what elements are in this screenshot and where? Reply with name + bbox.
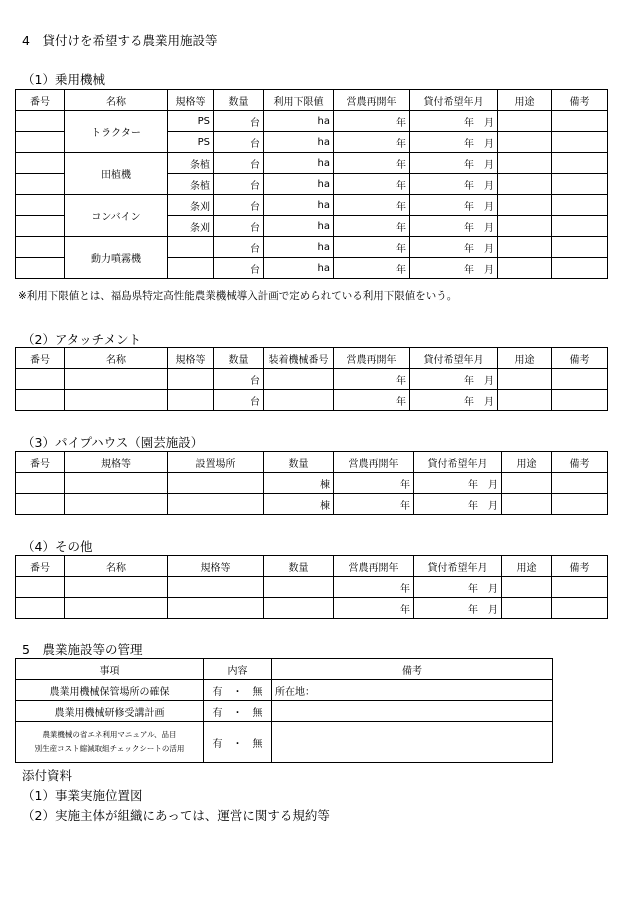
lease-month-cell[interactable]: 年 月 (410, 132, 498, 153)
number-cell[interactable] (16, 237, 65, 258)
s2-header-row (16, 348, 608, 369)
section4-title: 4 貸付けを希望する農業用施設等 (22, 33, 218, 48)
limit-cell[interactable]: ha (264, 174, 334, 195)
header-location: 設置場所 (168, 452, 264, 473)
mount-number-cell[interactable] (264, 369, 334, 390)
qty-cell[interactable]: 台 (214, 390, 264, 411)
header-remarks: 備考 (272, 659, 553, 680)
header-lease-month: 貸付希望年月 (410, 90, 498, 111)
header-limit: 利用下限値 (264, 90, 334, 111)
attachment-item: （2）実施主体が組織にあっては、運営に関する規約等 (22, 808, 330, 823)
number-cell[interactable] (16, 258, 65, 279)
header-number: 番号 (16, 556, 65, 577)
limit-cell[interactable]: ha (264, 132, 334, 153)
purpose-cell[interactable] (502, 494, 552, 515)
spec-cell[interactable]: PS (168, 132, 214, 153)
item-storage: 農業用機械保管場所の確保 (16, 680, 204, 701)
s1-header-row (16, 90, 608, 111)
remarks-cell[interactable] (552, 153, 608, 174)
purpose-cell[interactable] (498, 174, 552, 195)
limit-cell[interactable]: ha (264, 237, 334, 258)
remarks-cell[interactable] (552, 111, 608, 132)
number-cell[interactable] (16, 216, 65, 237)
resume-year-cell[interactable]: 年 (334, 390, 410, 411)
machine-name: 田植機 (65, 153, 168, 195)
lease-month-cell[interactable]: 年 月 (414, 494, 502, 515)
qty-cell[interactable]: 棟 (264, 473, 334, 494)
s1-title: （1）乗用機械 (22, 72, 105, 87)
table-row (16, 701, 553, 722)
lease-month-cell[interactable]: 年 月 (410, 390, 498, 411)
s4-table (15, 555, 608, 619)
section5-title: 5 農業施設等の管理 (22, 642, 143, 657)
spec-cell[interactable] (168, 237, 214, 258)
qty-cell[interactable]: 台 (214, 258, 264, 279)
location-cell[interactable] (168, 473, 264, 494)
purpose-cell[interactable] (498, 390, 552, 411)
resume-year-cell[interactable]: 年 (334, 195, 410, 216)
resume-year-cell[interactable]: 年 (334, 237, 410, 258)
number-cell[interactable] (16, 598, 65, 619)
remarks-cell[interactable] (552, 390, 608, 411)
resume-year-cell[interactable]: 年 (334, 216, 410, 237)
header-number: 番号 (16, 452, 65, 473)
remarks-cell[interactable] (552, 494, 608, 515)
s5-header-row (16, 659, 553, 680)
table-row (16, 680, 553, 701)
machine-name: コンバイン (65, 195, 168, 237)
header-purpose: 用途 (498, 348, 552, 369)
purpose-cell[interactable] (498, 369, 552, 390)
s4-header-row (16, 556, 608, 577)
remarks-cell[interactable] (552, 195, 608, 216)
header-resume-year: 営農再開年 (334, 348, 410, 369)
qty-cell[interactable]: 台 (214, 369, 264, 390)
header-number: 番号 (16, 348, 65, 369)
content-choice[interactable]: 有 ・ 無 (204, 722, 272, 763)
purpose-cell[interactable] (502, 598, 552, 619)
spec-cell[interactable]: 条植 (168, 153, 214, 174)
name-cell[interactable] (65, 598, 168, 619)
qty-cell[interactable]: 台 (214, 132, 264, 153)
header-number: 番号 (16, 90, 65, 111)
name-cell[interactable] (65, 369, 168, 390)
lease-month-cell[interactable]: 年 月 (410, 369, 498, 390)
spec-cell[interactable]: 条植 (168, 174, 214, 195)
s4-body (16, 577, 608, 619)
lease-month-cell[interactable]: 年 月 (410, 237, 498, 258)
resume-year-cell[interactable]: 年 (334, 258, 410, 279)
lease-month-cell[interactable]: 年 月 (410, 153, 498, 174)
remarks-cell[interactable] (552, 258, 608, 279)
header-name: 名称 (65, 556, 168, 577)
remarks-cell[interactable] (552, 174, 608, 195)
spec-cell[interactable]: 条刈 (168, 216, 214, 237)
header-spec: 規格等 (65, 452, 168, 473)
header-purpose: 用途 (498, 90, 552, 111)
remark-cell[interactable] (272, 722, 553, 763)
header-spec: 規格等 (168, 556, 264, 577)
item-line: 別生産コスト縮減取組チェックシートの活用 (34, 744, 185, 753)
header-qty: 数量 (214, 348, 264, 369)
attachment-item: （1）事業実施位置図 (22, 788, 143, 803)
table-row (16, 473, 608, 494)
s1-body (16, 111, 608, 279)
remark-cell[interactable]: 所在地： (272, 680, 553, 701)
number-cell[interactable] (16, 369, 65, 390)
number-cell[interactable] (16, 174, 65, 195)
resume-year-cell[interactable]: 年 (334, 153, 410, 174)
lease-month-cell[interactable]: 年 月 (410, 195, 498, 216)
number-cell[interactable] (16, 494, 65, 515)
spec-cell[interactable]: PS (168, 111, 214, 132)
qty-cell[interactable]: 台 (214, 216, 264, 237)
number-cell[interactable] (16, 390, 65, 411)
remarks-cell[interactable] (552, 577, 608, 598)
limit-cell[interactable]: ha (264, 195, 334, 216)
s2-title: （2）アタッチメント (22, 332, 142, 347)
location-cell[interactable] (168, 494, 264, 515)
resume-year-cell[interactable]: 年 (334, 369, 410, 390)
attachments-title: 添付資料 (22, 768, 73, 783)
number-cell[interactable] (16, 577, 65, 598)
table-row (16, 577, 608, 598)
table-row (16, 390, 608, 411)
header-resume-year: 営農再開年 (334, 556, 414, 577)
resume-year-cell[interactable]: 年 (334, 598, 414, 619)
s1-table (15, 89, 608, 279)
table-row (16, 153, 608, 174)
s4-title: （4）その他 (22, 539, 93, 554)
table-row (16, 494, 608, 515)
qty-cell[interactable]: 台 (214, 174, 264, 195)
content-choice[interactable]: 有 ・ 無 (204, 680, 272, 701)
purpose-cell[interactable] (502, 577, 552, 598)
s2-body (16, 369, 608, 411)
header-lease-month: 貸付希望年月 (414, 556, 502, 577)
remarks-cell[interactable] (552, 237, 608, 258)
number-cell[interactable] (16, 195, 65, 216)
lease-month-cell[interactable]: 年 月 (410, 111, 498, 132)
resume-year-cell[interactable]: 年 (334, 174, 410, 195)
header-item: 事項 (16, 659, 204, 680)
qty-cell[interactable] (264, 598, 334, 619)
resume-year-cell[interactable]: 年 (334, 132, 410, 153)
header-spec: 規格等 (168, 90, 214, 111)
machine-name: 動力噴霧機 (65, 237, 168, 279)
header-name: 名称 (65, 90, 168, 111)
lease-month-cell[interactable]: 年 月 (410, 216, 498, 237)
number-cell[interactable] (16, 473, 65, 494)
header-name: 名称 (65, 348, 168, 369)
header-remarks: 備考 (552, 348, 608, 369)
header-content: 内容 (204, 659, 272, 680)
qty-cell[interactable]: 台 (214, 153, 264, 174)
header-purpose: 用途 (502, 452, 552, 473)
table-row (16, 369, 608, 390)
purpose-cell[interactable] (498, 153, 552, 174)
qty-cell[interactable]: 台 (214, 111, 264, 132)
item-line: 農業機械の省エネ利用マニュアル、品目 (42, 730, 177, 739)
purpose-cell[interactable] (498, 111, 552, 132)
header-lease-month: 貸付希望年月 (414, 452, 502, 473)
header-resume-year: 営農再開年 (334, 90, 410, 111)
lease-month-cell[interactable]: 年 月 (414, 473, 502, 494)
qty-cell[interactable]: 棟 (264, 494, 334, 515)
table-row (16, 722, 553, 763)
purpose-cell[interactable] (502, 473, 552, 494)
spec-cell[interactable] (65, 494, 168, 515)
header-qty: 数量 (264, 452, 334, 473)
qty-cell[interactable]: 台 (214, 237, 264, 258)
header-remarks: 備考 (552, 452, 608, 473)
header-purpose: 用途 (502, 556, 552, 577)
table-row (16, 237, 608, 258)
resume-year-cell[interactable]: 年 (334, 577, 414, 598)
lease-month-cell[interactable]: 年 月 (414, 577, 502, 598)
limit-cell[interactable]: ha (264, 153, 334, 174)
resume-year-cell[interactable]: 年 (334, 111, 410, 132)
header-spec: 規格等 (168, 348, 214, 369)
s5-table (15, 658, 553, 763)
item-training: 農業用機械研修受講計画 (16, 701, 204, 722)
content-choice[interactable]: 有 ・ 無 (204, 701, 272, 722)
remarks-cell[interactable] (552, 473, 608, 494)
limit-cell[interactable]: ha (264, 111, 334, 132)
remarks-cell[interactable] (552, 369, 608, 390)
qty-cell[interactable]: 台 (214, 195, 264, 216)
spec-cell[interactable] (168, 598, 264, 619)
spec-cell[interactable] (65, 473, 168, 494)
mount-number-cell[interactable] (264, 390, 334, 411)
spec-cell[interactable] (168, 577, 264, 598)
spec-cell[interactable]: 条刈 (168, 195, 214, 216)
spec-cell[interactable] (168, 258, 214, 279)
resume-year-cell[interactable]: 年 (334, 494, 414, 515)
qty-cell[interactable] (264, 577, 334, 598)
item-energy-manual (16, 722, 204, 763)
header-qty: 数量 (214, 90, 264, 111)
limit-cell[interactable]: ha (264, 258, 334, 279)
purpose-cell[interactable] (498, 195, 552, 216)
header-lease-month: 貸付希望年月 (410, 348, 498, 369)
remarks-cell[interactable] (552, 598, 608, 619)
spec-cell[interactable] (168, 390, 214, 411)
s3-header-row (16, 452, 608, 473)
number-cell[interactable] (16, 111, 65, 132)
number-cell[interactable] (16, 153, 65, 174)
table-row (16, 111, 608, 132)
header-mount-number: 装着機械番号 (264, 348, 334, 369)
purpose-cell[interactable] (498, 216, 552, 237)
lease-month-cell[interactable]: 年 月 (414, 598, 502, 619)
machine-name: トラクター (65, 111, 168, 153)
remarks-cell[interactable] (552, 216, 608, 237)
s3-body (16, 473, 608, 515)
purpose-cell[interactable] (498, 237, 552, 258)
header-qty: 数量 (264, 556, 334, 577)
spec-cell[interactable] (168, 369, 214, 390)
purpose-cell[interactable] (498, 258, 552, 279)
resume-year-cell[interactable]: 年 (334, 473, 414, 494)
table-row (16, 195, 608, 216)
header-resume-year: 営農再開年 (334, 452, 414, 473)
name-cell[interactable] (65, 577, 168, 598)
header-remarks: 備考 (552, 556, 608, 577)
remarks-cell[interactable] (552, 132, 608, 153)
s3-table (15, 451, 608, 515)
header-remarks: 備考 (552, 90, 608, 111)
lease-month-cell[interactable]: 年 月 (410, 258, 498, 279)
s2-table (15, 347, 608, 411)
table-row (16, 598, 608, 619)
number-cell[interactable] (16, 132, 65, 153)
s3-title: （3）パイプハウス（園芸施設） (22, 435, 204, 450)
remark-cell[interactable] (272, 701, 553, 722)
name-cell[interactable] (65, 390, 168, 411)
lease-month-cell[interactable]: 年 月 (410, 174, 498, 195)
limit-cell[interactable]: ha (264, 216, 334, 237)
purpose-cell[interactable] (498, 132, 552, 153)
s1-note: ※利用下限値とは、福島県特定高性能農業機械導入計画で定められている利用下限値をいう。 (18, 290, 458, 302)
